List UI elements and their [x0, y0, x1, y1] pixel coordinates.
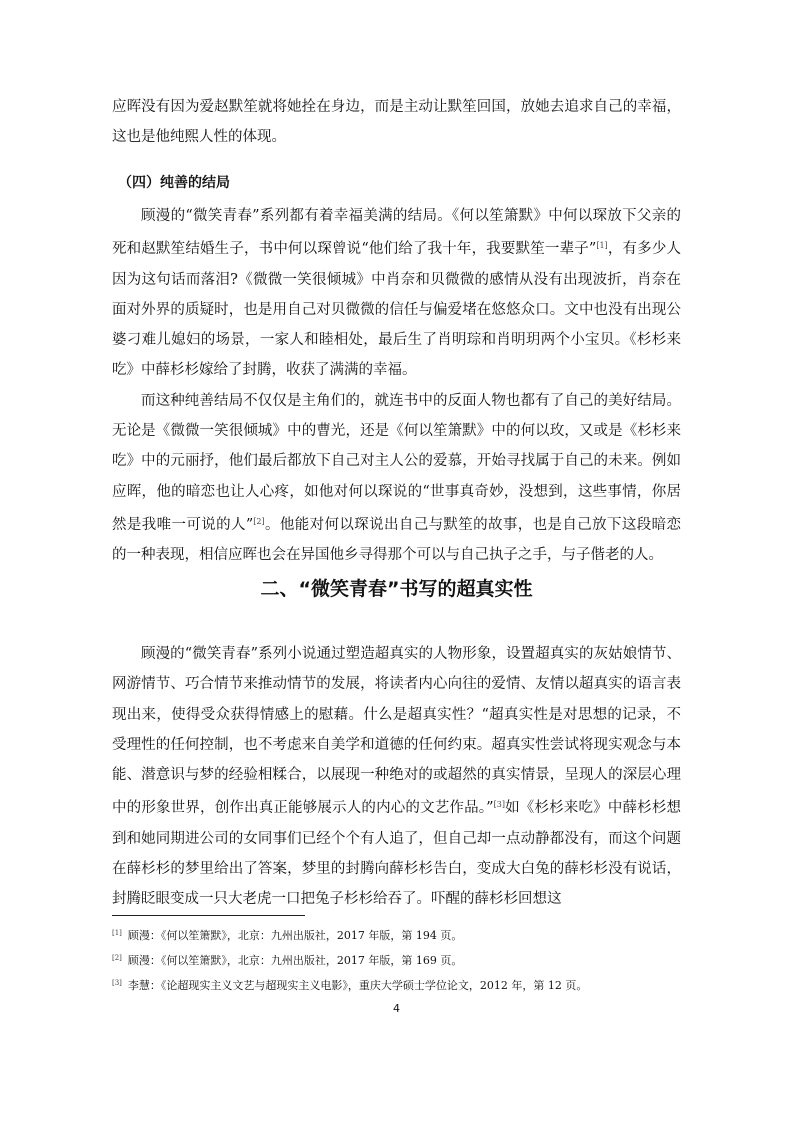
paragraph-text: 顾漫的“微笑青春”系列小说通过塑造超真实的人物形象，设置超真实的灰姑娘情节、网游情节、巧合情节来推动情节的发展，将读者内心向往的爱情、友情以超真实的语言表现出来，使得受众获得情感上的慰藉。什么是超真实性？“超真实性是对思想的记录，不受理性的任何控制，也不考虑来自美学和道德的任何约束。超真实性尝试将现实观念与本能、潜意识与梦的经验相糅合，以展现一种绝对的或超然的真实情景，呈现人的深层心理中的形象世界，创作出真正能够展示人的内心的文艺作品。” [112, 646, 681, 817]
paragraph-continuation [112, 92, 681, 153]
footnote-item [112, 972, 681, 997]
paragraph-villain-ending [112, 386, 681, 571]
footnote-text: 顾漫：《何以笙箫默》，北京：九州出版社，2017 年版，第 194 页。 [127, 929, 463, 942]
page-number: 4 [393, 1002, 400, 1015]
paragraph-text: 顾漫的“微笑青春”系列都有着幸福美满的结局。《何以笙箫默》中何以琛放下父亲的死和赵默笙结婚生子，书中何以琛曾说“他们给了我十年，我要默笙一辈子” [112, 208, 681, 258]
section-body-4 [112, 201, 681, 571]
footnote-text: 李慧：《论超现实主义文艺与超现实主义电影》，重庆大学硕士学位论文，2012 年，第 12 页。 [127, 979, 588, 992]
subsection-heading: （四）纯善的结局 [118, 175, 230, 191]
section-body-2 [112, 639, 681, 915]
footnote-ref[interactable]: [2] [253, 516, 265, 526]
paragraph-text: 如《杉杉来吃》中薛杉杉想到和她同期进公司的女同事们已经个个有人追了，但自己却一点动静都没有，而这个问题在薛杉杉的梦里给出了答案，梦里的封腾向薛杉杉告白，变成大白兔的薛杉杉没有说话，封腾眨眼变成一只大老虎一口把兔子杉杉给吞了。吓醒的薛杉杉回想这 [112, 800, 681, 908]
footnote-mark: [3] [112, 979, 122, 987]
footnote-divider [112, 915, 305, 916]
footnote-item [112, 947, 681, 972]
footnotes [112, 922, 681, 997]
paragraph-happy-ending [112, 201, 681, 386]
paragraph-text: 应晖没有因为爱赵默笙就将她拴在身边，而是主动让默笙回国，放她去追求自己的幸福，这也是他纯熙人性的体现。 [112, 99, 681, 146]
paragraph-text: ，有多少人因为这句话而落泪?《微微一笑很倾城》中肖奈和贝微微的感情从没有出现波折，肖奈在面对外界的质疑时，也是用自己对贝微微的信任与偏爱堵在悠悠众口。文中也没有出现公婆刁难儿媳妇的场景，一家人和睦相处，最后生了肖明琮和肖明玥两个小宝贝。《杉杉来吃》中薛杉杉嫁给了封腾，收获了满满的幸福。 [112, 241, 682, 379]
footnote-mark: [2] [112, 954, 122, 962]
footnote-text: 顾漫：《何以笙箫默》，北京：九州出版社，2017 年版，第 169 页。 [127, 954, 463, 967]
paragraph-text: 。他能对何以琛说出自己与默笙的故事，也是自己放下这段暗恋的一种表现，相信应晖也会在异国他乡寻得那个可以与自己执子之手，与子偕老的人。 [112, 516, 682, 564]
footnote-mark: [1] [112, 929, 122, 937]
footnote-ref[interactable]: [3] [493, 800, 505, 810]
paragraph-text: 而这种纯善结局不仅仅是主角们的，就连书中的反面人物也都有了自己的美好结局。无论是《微微一笑很倾城》中的曹光，还是《何以笙箫默》中的何以玫，又或是《杉杉来吃》中的元丽抒，他们最后都放下自己对主人公的爱慕，开始寻找属于自己的未来。例如应晖，他的暗恋也让人心疼，如他对何以琛说的“世事真奇妙，没想到，这些事情，你居然是我唯一可说的人” [112, 392, 681, 533]
paragraph-hyperreality [112, 639, 681, 915]
footnote-ref[interactable]: [1] [596, 241, 608, 251]
section-heading: 二、“微笑青春”书写的超真实性 [260, 578, 533, 600]
footnote-item [112, 922, 681, 947]
